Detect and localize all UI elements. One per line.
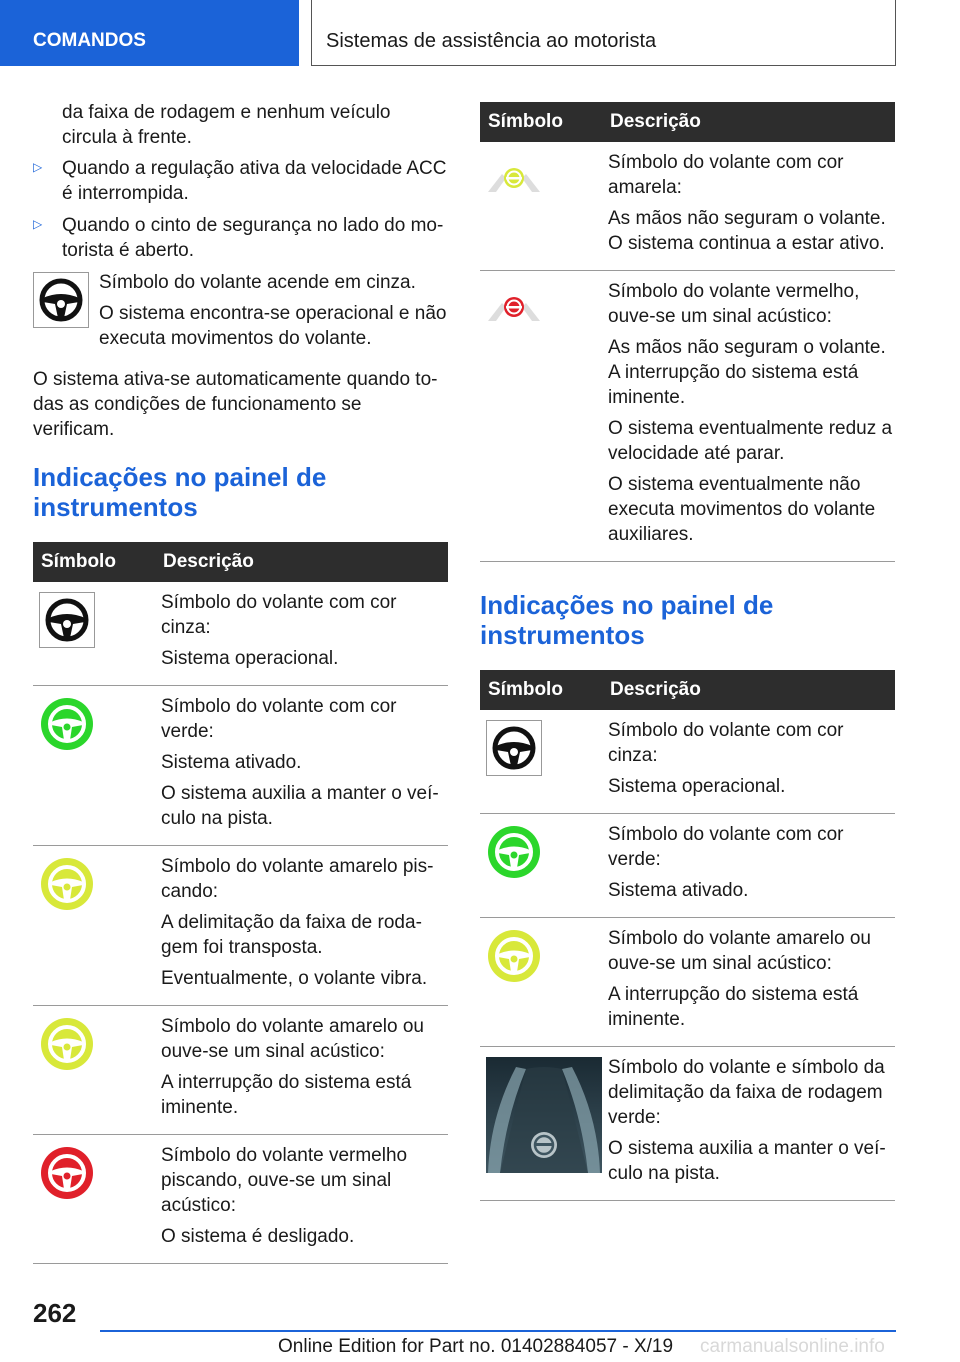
column-header: Símbolo <box>480 102 608 142</box>
description-line: Símbolo do volante com cor cinza: <box>608 720 844 766</box>
description-line: Símbolo do volante e símbolo da delimitação da faixa de rodagem verde: <box>608 1057 885 1128</box>
description-line: Símbolo do volante amarelo piscando: <box>161 856 434 902</box>
section-tab: COMANDOS <box>0 0 299 66</box>
lane-display-icon <box>486 1057 602 1173</box>
chapter-title: Sistemas de assistência ao motorista <box>311 0 896 66</box>
description-line: O sistema é desligado. <box>161 1226 355 1247</box>
description-line: Sistema ativado. <box>161 752 302 773</box>
steering-wheel-gray-icon <box>39 592 95 648</box>
description-line: O sistema eventualmente reduz a velocidade até parar. <box>608 418 893 464</box>
steering-wheel-yellow-icon <box>39 1016 95 1072</box>
table-row <box>480 814 895 918</box>
description-line: Símbolo do volante com cor cinza: <box>161 592 397 638</box>
table-row <box>33 1135 448 1264</box>
page-number: 262 <box>33 1298 77 1328</box>
table-row <box>33 686 448 846</box>
right-column <box>480 102 895 1201</box>
description-line: A interrupção do sistema está iminente. <box>608 984 859 1030</box>
list-item <box>33 156 448 206</box>
symbol-note <box>33 270 448 357</box>
section-heading: Indicações no painel de instrumentos <box>480 590 774 650</box>
table-row <box>33 846 448 1006</box>
page-header <box>0 0 960 66</box>
table-row <box>33 1006 448 1135</box>
list-item-text: Quando a regulação ativa da velocidade ACC é interrompida. <box>62 158 447 204</box>
steering-wheel-yellow-icon <box>39 856 95 912</box>
column-header: Descrição <box>608 102 895 142</box>
column-header: Símbolo <box>33 542 161 582</box>
description-line: A interrupção do sistema está iminente. <box>161 1072 412 1118</box>
column-header: Descrição <box>161 542 448 582</box>
paragraph: O sistema ativa-se automaticamente quando todas as condições de funcionamento se verificam. <box>33 369 438 440</box>
table-row <box>480 271 895 562</box>
description-line: O sistema auxilia a manter o veículo na pista. <box>161 783 439 829</box>
symbol-note-line: O sistema encontra-se operacional e não executa movimentos do volante. <box>99 303 447 349</box>
footer-divider <box>100 1330 896 1332</box>
description-line: Símbolo do volante amarelo ou ouve-se um sinal acústico: <box>608 928 871 974</box>
symbol-table <box>480 670 895 1201</box>
steering-wheel-gray-icon <box>486 720 542 776</box>
table-row <box>33 582 448 686</box>
symbol-table <box>480 102 895 562</box>
description-line: As mãos não seguram o volante. O sistema continua a estar ativo. <box>608 208 886 254</box>
footer-edition: Online Edition for Part no. 01402884057 - X/19 <box>278 1336 674 1357</box>
description-line: O sistema auxilia a manter o veículo na pista. <box>608 1138 886 1184</box>
steering-wheel-yellow-icon <box>486 928 542 984</box>
description-line: Sistema ativado. <box>608 880 749 901</box>
steering-wheel-green-icon <box>39 696 95 752</box>
table-row <box>480 918 895 1047</box>
triangle-bullet-icon: ▷ <box>33 217 43 231</box>
triangle-bullet-icon: ▷ <box>33 160 43 174</box>
steering-wheel-gray-icon <box>33 272 89 328</box>
watermark: carmanualsonline.info <box>700 1336 885 1357</box>
steering-wheel-red-icon <box>39 1145 95 1201</box>
description-line: O sistema eventualmente não executa movimentos do volante auxiliares. <box>608 474 876 545</box>
description-line: Símbolo do volante com cor amarela: <box>608 152 844 198</box>
description-line: Símbolo do volante com cor verde: <box>161 696 397 742</box>
table-row <box>480 710 895 814</box>
column-header: Símbolo <box>480 670 608 710</box>
description-line: Sistema operacional. <box>161 648 339 669</box>
steering-wheel-green-icon <box>486 824 542 880</box>
description-line: Símbolo do volante amarelo ou ouve-se um sinal acústico: <box>161 1016 424 1062</box>
left-column <box>33 100 448 1264</box>
description-line: Símbolo do volante vermelho piscando, ouve-se um sinal acústico: <box>161 1145 408 1216</box>
description-line: A delimitação da faixa de rodagem foi transposta. <box>161 912 422 958</box>
section-heading: Indicações no painel de instrumentos <box>33 462 327 522</box>
description-line: Sistema operacional. <box>608 776 786 797</box>
table-row <box>480 142 895 271</box>
description-line: As mãos não seguram o volante. A interrupção do sistema está iminente. <box>608 337 886 408</box>
symbol-table <box>33 542 448 1264</box>
table-row <box>480 1047 895 1201</box>
continued-text: da faixa de rodagem e nenhum veículo circula à frente. <box>62 102 391 148</box>
description-line: Símbolo do volante vermelho, ouve-se um sinal acústico: <box>608 281 860 327</box>
list-item-text: Quando o cinto de segurança no lado do motorista é aberto. <box>62 215 444 261</box>
list-item <box>33 213 448 263</box>
hands-on-wheel-red-icon <box>486 289 542 325</box>
description-line: Símbolo do volante com cor verde: <box>608 824 844 870</box>
description-line: Eventualmente, o volante vibra. <box>161 968 428 989</box>
hands-on-wheel-yellow-icon <box>486 160 542 196</box>
symbol-note-line: Símbolo do volante acende em cinza. <box>99 272 416 293</box>
column-header: Descrição <box>608 670 895 710</box>
